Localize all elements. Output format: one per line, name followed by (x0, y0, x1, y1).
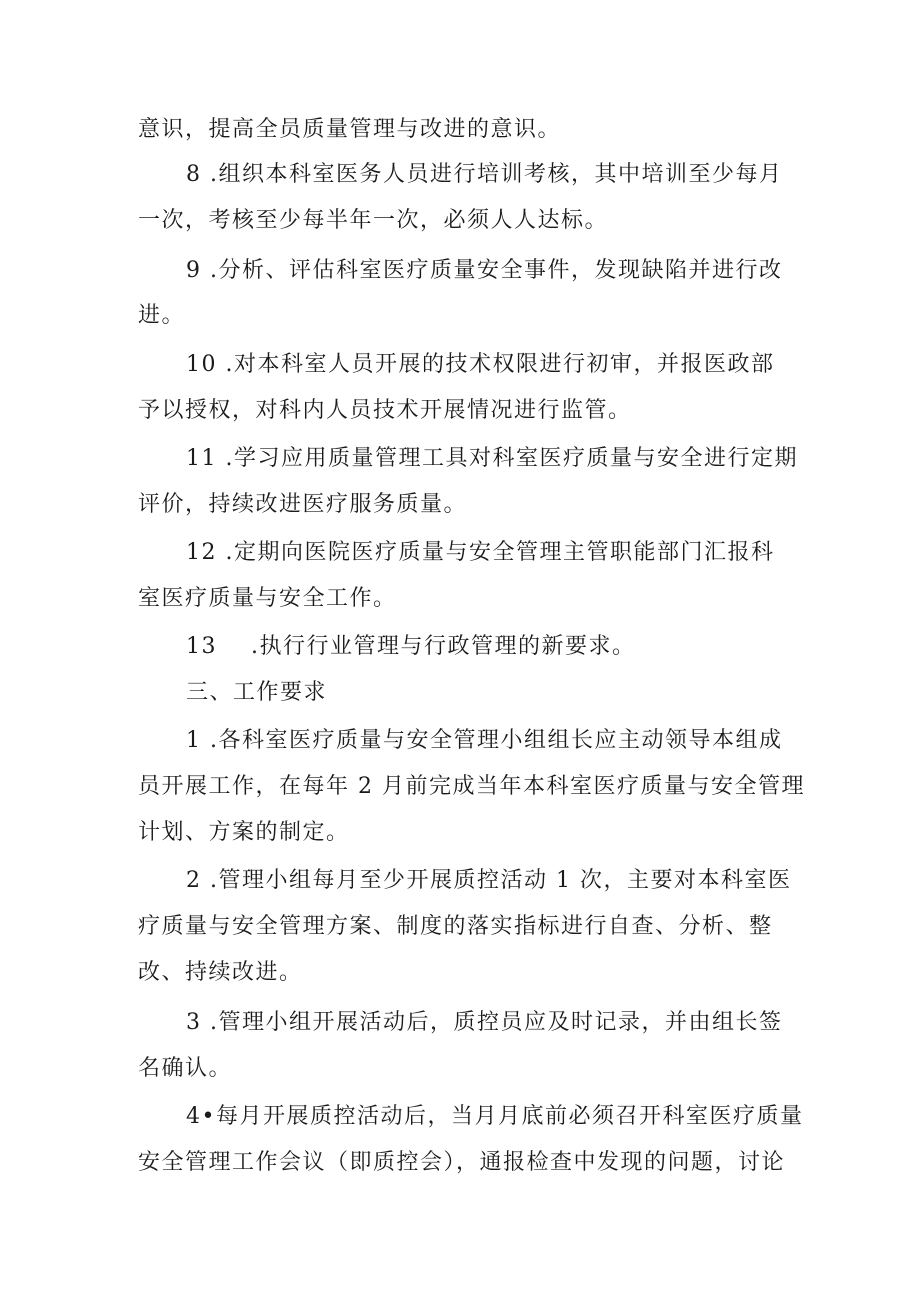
text-line: 8 .组织本科室医务人员进行培训考核，其中培训至少每月 (186, 162, 783, 187)
text-line: 1 .各科室医疗质量与安全管理小组组长应主动领导本组成 (186, 728, 783, 753)
text-line: 疗质量与安全管理方案、制度的落实指标进行自查、分析、整 (138, 914, 773, 939)
text-line: 安全管理工作会议（即质控会），通报检查中发现的问题，讨论 (138, 1150, 786, 1175)
text-line: 予以授权，对科内人员技术开展情况进行监管。 (138, 398, 632, 423)
text-line: 名确认。 (138, 1056, 233, 1081)
text-line: 进。 (138, 303, 186, 328)
text-line: 一次，考核至少每半年一次，必须人人达标。 (138, 208, 609, 233)
text-line: 13 .执行行业管理与行政管理的新要求。 (186, 634, 636, 659)
text-line: 4•每月开展质控活动后，当月月底前必须召开科室医疗质量 (186, 1104, 804, 1129)
text-line: 10 .对本科室人员开展的技术权限进行初审，并报医政部 (186, 352, 775, 377)
text-line: 11 .学习应用质量管理工具对科室医疗质量与安全进行定期 (186, 446, 798, 471)
text-line: 2 .管理小组每月至少开展质控活动 1 次，主要对本科室医 (186, 868, 792, 893)
text-line: 意识，提高全员质量管理与改进的意识。 (138, 117, 562, 142)
text-line: 室医疗质量与安全工作。 (138, 586, 397, 611)
text-line: 12 .定期向医院医疗质量与安全管理主管职能部门汇报科 (186, 540, 775, 565)
text-line: 3 .管理小组开展活动后，质控员应及时记录，并由组长签 (186, 1010, 783, 1035)
text-line: 计划、方案的制定。 (138, 820, 350, 845)
text-line: 改、持续改进。 (138, 960, 303, 985)
text-line: 9 .分析、评估科室医疗质量安全事件，发现缺陷并进行改 (186, 258, 783, 283)
text-line: 员开展工作，在每年 2 月前完成当年本科室医疗质量与安全管理 (138, 774, 805, 799)
section-heading: 三、工作要求 (186, 680, 328, 705)
text-line: 评价，持续改进医疗服务质量。 (138, 492, 468, 517)
